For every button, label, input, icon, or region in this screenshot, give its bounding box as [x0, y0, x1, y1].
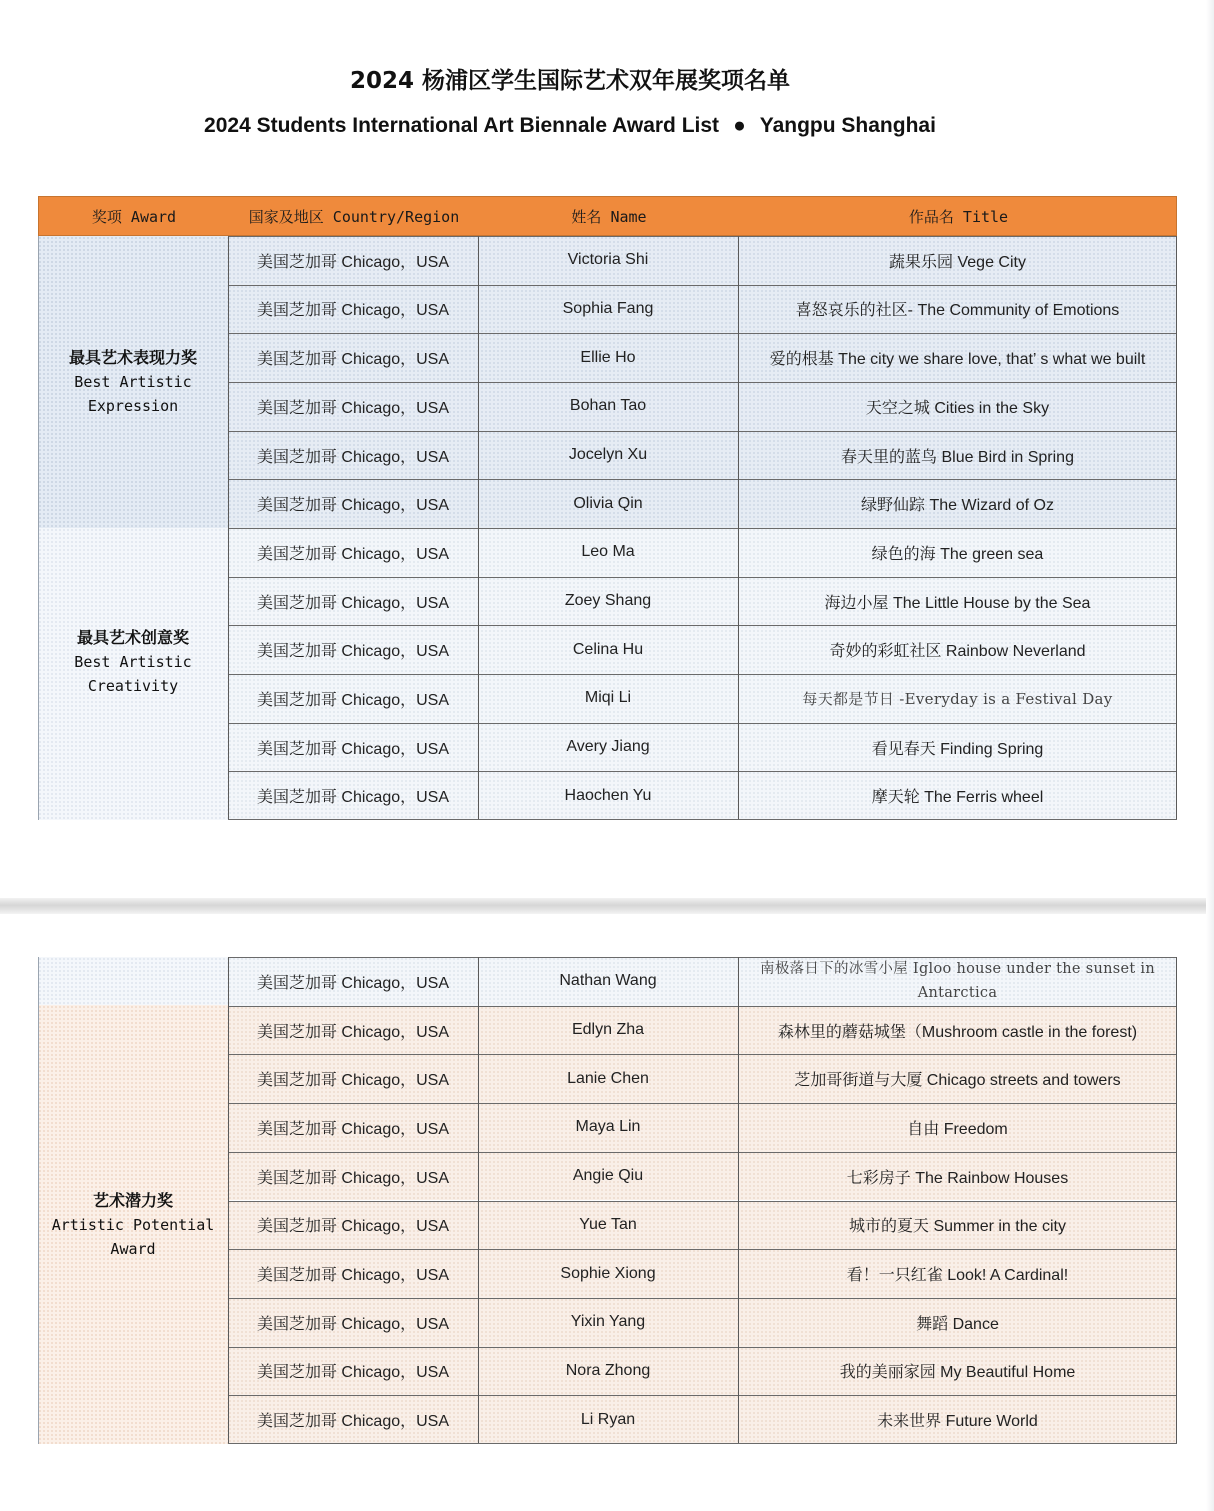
name-cell: Miqi Li [584, 689, 632, 707]
name-cell: Li Ryan [580, 1410, 636, 1428]
country-cell: 美国芝加哥 Chicago，USA [256, 1267, 450, 1285]
name-cell: Sophia Fang [562, 299, 654, 317]
table-row [228, 1298, 1177, 1347]
name-cell: Maya Lin [575, 1118, 641, 1136]
country-cell: 美国芝加哥 Chicago，USA [256, 1413, 450, 1431]
header-name: 姓名 Name [571, 207, 647, 226]
award-table-page2 [38, 957, 1177, 1444]
name-cell: Zoey Shang [564, 592, 652, 610]
table-row [228, 1249, 1177, 1298]
title-cell: 城市的夏天 Summer in the city [849, 1218, 1066, 1236]
award-creativity-cn: 最具艺术创意奖 [76, 628, 189, 647]
country-cell: 美国芝加哥 Chicago，USA [256, 974, 450, 992]
title-cell: 海边小屋 The Little House by the Sea [824, 594, 1091, 612]
name-cell: Bohan Tao [569, 397, 647, 415]
title-cell: 南极落日下的冰雪小屋 Igloo house under the sunset in Antarctica [760, 961, 1155, 1002]
name-cell: Leo Ma [581, 543, 635, 561]
table-row [228, 674, 1177, 723]
country-cell: 美国芝加哥 Chicago，USA [256, 1364, 450, 1382]
table-row [228, 382, 1177, 431]
award-potential-cn: 艺术潜力奖 [92, 1191, 173, 1210]
title-cell: 春天里的蓝鸟 Blue Bird in Spring [841, 448, 1074, 466]
table-row [228, 723, 1177, 772]
country-cell: 美国芝加哥 Chicago，USA [256, 302, 450, 320]
title-cell: 每天都是节日 -Everyday is a Festival Day [802, 689, 1113, 708]
name-cell: Nora Zhong [565, 1361, 651, 1379]
table-row [228, 1103, 1177, 1152]
country-cell: 美国芝加哥 Chicago，USA [256, 1023, 450, 1041]
table-row [228, 577, 1177, 626]
name-cell: Sophie Xiong [560, 1264, 656, 1282]
title-cell: 舞蹈 Dance [916, 1315, 999, 1333]
table-row [228, 1054, 1177, 1103]
title-cell: 天空之城 Cities in the Sky [865, 399, 1050, 417]
table-row [228, 771, 1177, 820]
award-label-creativity [38, 626, 228, 698]
table-row [228, 333, 1177, 382]
table-row [228, 1347, 1177, 1396]
table-header [38, 196, 1177, 236]
table-row [228, 625, 1177, 674]
award-potential-en2: Award [110, 1240, 156, 1258]
table-row [228, 236, 1177, 285]
award-expression-en1: Best Artistic [74, 373, 192, 391]
country-cell: 美国芝加哥 Chicago，USA [256, 1120, 450, 1138]
table-row [228, 1201, 1177, 1250]
name-cell: Olivia Qin [573, 494, 643, 512]
table-row [228, 479, 1177, 528]
page-title-cn: 2024 杨浦区学生国际艺术双年展奖项名单 [349, 68, 791, 94]
table-row [228, 1152, 1177, 1201]
table-row [228, 431, 1177, 480]
header-country: 国家及地区 Country/Region [248, 207, 460, 226]
country-cell: 美国芝加哥 Chicago，USA [256, 789, 450, 807]
country-cell: 美国芝加哥 Chicago，USA [256, 351, 450, 369]
page-divider [0, 898, 1214, 914]
table-row [228, 1006, 1177, 1055]
award-expression-en2: Expression [87, 397, 179, 415]
name-cell: Yue Tan [579, 1215, 637, 1233]
name-cell: Nathan Wang [559, 972, 657, 990]
title-cell: 绿野仙踪 The Wizard of Oz [861, 497, 1054, 515]
country-cell: 美国芝加哥 Chicago，USA [256, 1169, 450, 1187]
title-cell: 自由 Freedom [907, 1120, 1008, 1138]
country-cell: 美国芝加哥 Chicago，USA [256, 253, 450, 271]
country-cell: 美国芝加哥 Chicago，USA [256, 545, 450, 563]
award-creativity-en1: Best Artistic [74, 653, 192, 671]
title-cell: 爱的根基 The city we share love, that’ s what we built [769, 351, 1146, 369]
scan-edge-shade [1206, 0, 1214, 1511]
title-cell: 森林里的蘑菇城堡（Mushroom castle in the forest) [777, 1023, 1138, 1041]
name-cell: Haochen Yu [564, 786, 652, 804]
award-label-potential [38, 1189, 228, 1261]
table-row [228, 528, 1177, 577]
award-expression-cn: 最具艺术表现力奖 [68, 348, 197, 367]
name-cell: Avery Jiang [566, 738, 650, 756]
award-label-expression [38, 346, 228, 418]
header-title: 作品名 Title [908, 207, 1009, 226]
country-cell: 美国芝加哥 Chicago，USA [256, 1218, 450, 1236]
title-cell: 蔬果乐园 Vege City [889, 253, 1026, 271]
title-cell: 看见春天 Finding Spring [871, 740, 1044, 758]
award-creativity-en2: Creativity [87, 677, 179, 695]
country-cell: 美国芝加哥 Chicago，USA [256, 1072, 450, 1090]
header-award: 奖项 Award [91, 207, 177, 226]
name-cell: Edlyn Zha [571, 1021, 645, 1039]
name-cell: Celina Hu [572, 640, 644, 658]
title-en-location: Yangpu Shanghai [759, 114, 936, 137]
country-cell: 美国芝加哥 Chicago，USA [256, 448, 450, 466]
name-cell: Victoria Shi [567, 251, 649, 269]
title-cell: 喜怒哀乐的社区- The Community of Emotions [795, 302, 1120, 320]
title-cell: 绿色的海 The green sea [871, 545, 1044, 563]
title-cell: 看！一只红雀 Look! A Cardinal! [846, 1267, 1069, 1285]
title-cell: 摩天轮 The Ferris wheel [871, 789, 1044, 807]
country-cell: 美国芝加哥 Chicago，USA [256, 643, 450, 661]
award-potential-en1: Artistic Potential [51, 1216, 215, 1234]
name-cell: Jocelyn Xu [568, 446, 648, 463]
title-cell: 七彩房子 The Rainbow Houses [846, 1169, 1069, 1187]
award-band-creativity-cont [38, 957, 228, 1005]
country-cell: 美国芝加哥 Chicago，USA [256, 691, 450, 709]
title-en-main: 2024 Students International Art Biennale Award List [204, 114, 720, 137]
name-cell: Yixin Yang [570, 1313, 646, 1331]
name-cell: Lanie Chen [567, 1069, 649, 1087]
country-cell: 美国芝加哥 Chicago，USA [256, 399, 450, 417]
title-cell: 芝加哥街道与大厦 Chicago streets and towers [794, 1072, 1121, 1090]
table-row [228, 957, 1177, 1006]
title-cell: 奇妙的彩虹社区 Rainbow Neverland [829, 643, 1086, 661]
bullet-icon: ● [733, 114, 746, 137]
name-cell: Angie Qiu [572, 1167, 644, 1185]
country-cell: 美国芝加哥 Chicago，USA [256, 740, 450, 758]
country-cell: 美国芝加哥 Chicago，USA [256, 1315, 450, 1333]
table-row [228, 1395, 1177, 1444]
name-cell: Ellie Ho [580, 348, 636, 366]
country-cell: 美国芝加哥 Chicago，USA [256, 594, 450, 612]
table-row [228, 285, 1177, 334]
award-table-page1 [38, 196, 1177, 820]
title-cell: 我的美丽家园 My Beautiful Home [839, 1364, 1076, 1382]
page-title-en [0, 114, 1140, 138]
title-cell: 未来世界 Future World [877, 1413, 1038, 1431]
country-cell: 美国芝加哥 Chicago，USA [256, 497, 450, 515]
